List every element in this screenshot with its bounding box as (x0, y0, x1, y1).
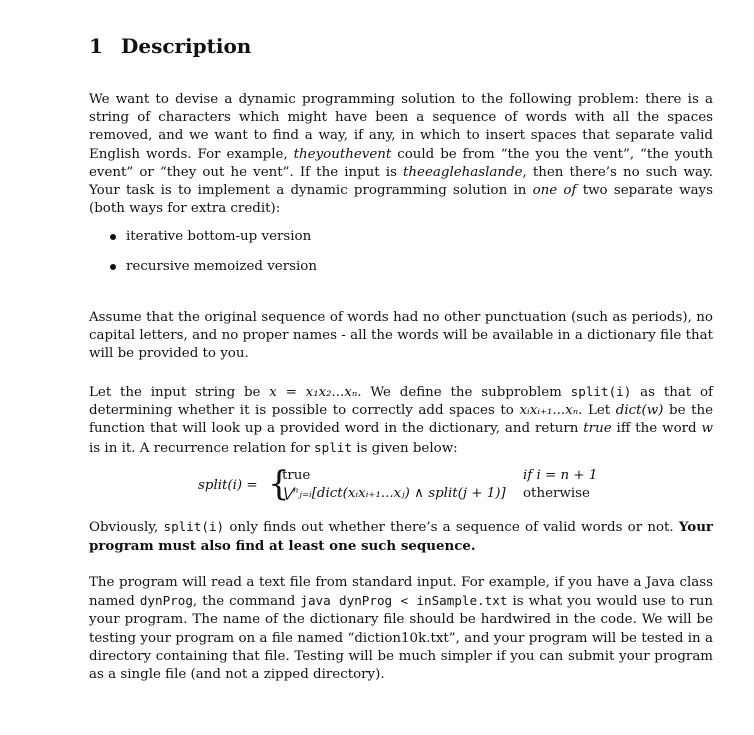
code-split-i: split(i) (163, 519, 225, 534)
case2-value: ⋁ⁿⱼ₌ᵢ[dict(xᵢxᵢ₊₁...xⱼ) ∧ split(j + 1)] (282, 486, 506, 501)
text: as that of determining whether it is possible to correctly add spaces to (89, 385, 714, 419)
emphasis: one of (532, 183, 577, 199)
text: iff the word (611, 421, 702, 437)
text: only finds out whether there’s a sequence of valid words or not. (224, 520, 679, 535)
text: We want to devise a dynamic programming solution to the following problem: there is a string of characters which might have been a sequence of words with all the spaces removed, and we want to find a way, if any, in which to insert spaces that separate valid English words. For example, (89, 92, 713, 162)
section-title: Description (121, 34, 252, 58)
section-number: 1 (89, 34, 103, 58)
example-string-1: theyouthevent (293, 146, 392, 162)
text: , then there’s no such way. Your task is to implement a dynamic programming solution in (89, 164, 713, 199)
text: is in it. A recurrence relation for (89, 440, 315, 456)
paragraph-intro (89, 91, 713, 218)
text: . Let (578, 403, 616, 419)
bold-requirement: Your program must also find at least one such sequence. (89, 519, 713, 555)
code-command: java dynProg < inSample.txt (300, 593, 508, 609)
section-heading (89, 34, 251, 58)
case1-value: true (282, 468, 311, 483)
math-dict-w: dict(w) (615, 403, 664, 419)
code-split: split (314, 439, 352, 455)
text: Let the input string be (89, 385, 270, 400)
text: is what you would use to run your program. The name of the dictionary file should be hardwired in the code. We will be testing your program on a file named “diction10k.txt”, and your program will be tested in a directory containing that file. Testing will be much simpler if you can submit your program as a single file (and not a zipped directory). (89, 594, 714, 683)
list-item-text: recursive memoized version (126, 259, 317, 274)
bullet-icon (110, 264, 116, 270)
text: The program will read a text file from standard input. For example, if you have a Java class named (89, 575, 713, 610)
case2-condition: otherwise (523, 486, 590, 501)
list-item-text: iterative bottom-up version (126, 229, 312, 244)
text: Obviously, (89, 520, 164, 535)
text: be the function that will look up a provided word in the dictionary, and return (89, 403, 714, 437)
equation-lhs: split(i) = (198, 478, 258, 493)
paragraph-assumption: Assume that the original sequence of words had no other punctuation (such as periods), no capital letters, and no proper names - all the words will be available in a dictionary file that will be provided to you. (89, 310, 713, 362)
text: could be from “the you the vent”, “the youth event” or “they out he vent”. If the input is (89, 146, 713, 180)
bullet-icon (110, 234, 116, 240)
math-true: true (583, 421, 612, 437)
list-item (110, 257, 317, 287)
text: , the command (192, 594, 301, 610)
math-x-substring: xᵢxᵢ₊₁...xₙ (519, 403, 579, 419)
case1-condition: if i = n + 1 (523, 468, 598, 483)
text: two separate ways (both ways for extra credit): (89, 183, 713, 217)
list-item (110, 227, 317, 257)
recurrence-equation (198, 466, 618, 506)
code-class-name: dynProg (139, 593, 193, 609)
example-string-2: theeaglehaslande (403, 164, 523, 180)
brace-icon: { (268, 464, 290, 504)
paragraph-obviously (89, 518, 713, 556)
math-x-definition: x = x₁x₂...xₙ (269, 385, 358, 400)
text: is given below: (351, 440, 458, 456)
paragraph-program (89, 574, 713, 684)
code-split-i: split(i) (570, 384, 632, 399)
paragraph-definition (89, 383, 713, 458)
bullet-list (110, 227, 317, 287)
math-w: w (701, 421, 713, 437)
text: . We define the subproblem (357, 385, 571, 400)
